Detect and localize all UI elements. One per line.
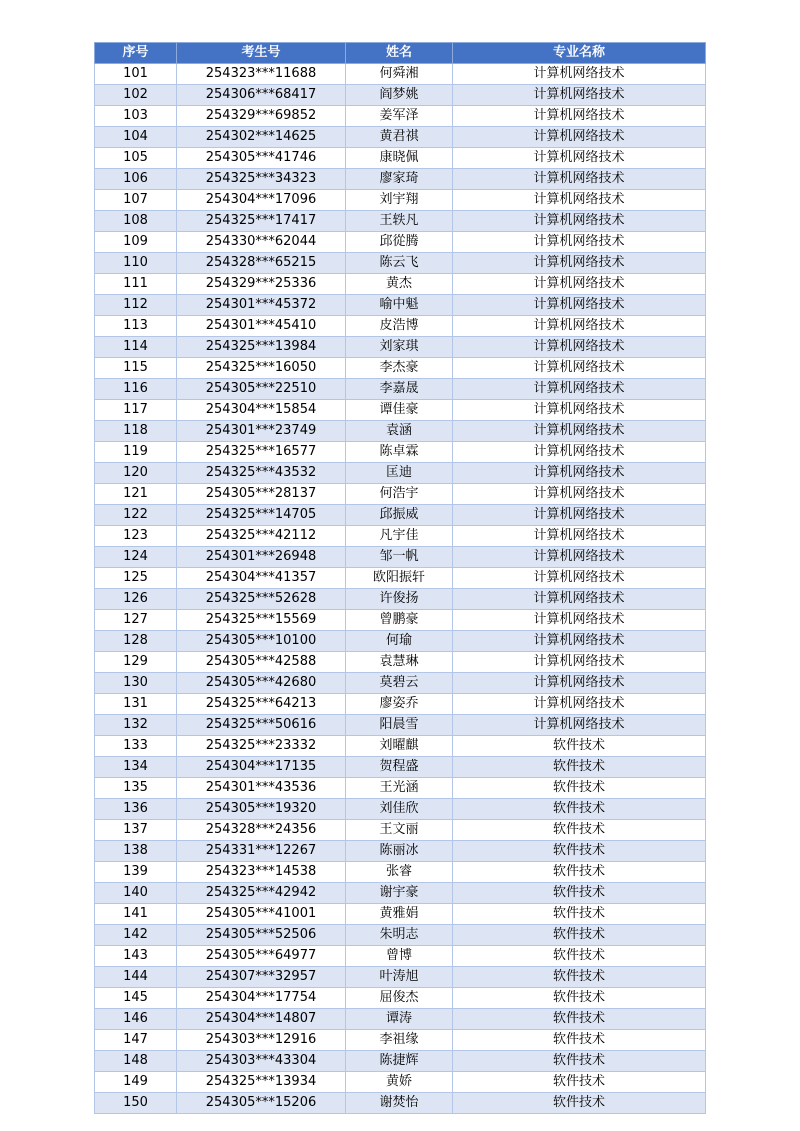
cell-index: 131 bbox=[95, 694, 177, 715]
cell-name: 刘家琪 bbox=[346, 337, 453, 358]
cell-name: 袁涵 bbox=[346, 421, 453, 442]
cell-name: 李杰豪 bbox=[346, 358, 453, 379]
table-row bbox=[95, 547, 706, 568]
cell-index: 108 bbox=[95, 211, 177, 232]
cell-name: 袁慧琳 bbox=[346, 652, 453, 673]
cell-exam-number: 254305***52506 bbox=[177, 925, 346, 946]
cell-name: 何舜湘 bbox=[346, 64, 453, 85]
cell-exam-number: 254325***42112 bbox=[177, 526, 346, 547]
cell-index: 116 bbox=[95, 379, 177, 400]
table-row bbox=[95, 568, 706, 589]
header-exam-number: 考生号 bbox=[177, 43, 346, 64]
table-row bbox=[95, 358, 706, 379]
cell-major: 计算机网络技术 bbox=[453, 484, 706, 505]
table-row bbox=[95, 148, 706, 169]
cell-exam-number: 254305***15206 bbox=[177, 1093, 346, 1114]
table-row bbox=[95, 841, 706, 862]
cell-name: 陈云飞 bbox=[346, 253, 453, 274]
cell-major: 计算机网络技术 bbox=[453, 631, 706, 652]
table-row bbox=[95, 694, 706, 715]
cell-name: 康晓佩 bbox=[346, 148, 453, 169]
cell-name: 张睿 bbox=[346, 862, 453, 883]
table-row bbox=[95, 1093, 706, 1114]
table-row bbox=[95, 757, 706, 778]
cell-exam-number: 254304***15854 bbox=[177, 400, 346, 421]
cell-exam-number: 254325***64213 bbox=[177, 694, 346, 715]
admission-list-table bbox=[94, 42, 706, 1114]
cell-index: 105 bbox=[95, 148, 177, 169]
cell-index: 103 bbox=[95, 106, 177, 127]
cell-name: 曾鹏豪 bbox=[346, 610, 453, 631]
table-row bbox=[95, 295, 706, 316]
cell-name: 廖家琦 bbox=[346, 169, 453, 190]
cell-index: 111 bbox=[95, 274, 177, 295]
table-row bbox=[95, 463, 706, 484]
cell-index: 148 bbox=[95, 1051, 177, 1072]
table-row bbox=[95, 883, 706, 904]
cell-major: 软件技术 bbox=[453, 1030, 706, 1051]
cell-index: 113 bbox=[95, 316, 177, 337]
cell-exam-number: 254303***12916 bbox=[177, 1030, 346, 1051]
cell-index: 139 bbox=[95, 862, 177, 883]
cell-major: 软件技术 bbox=[453, 946, 706, 967]
cell-index: 112 bbox=[95, 295, 177, 316]
cell-name: 黄君祺 bbox=[346, 127, 453, 148]
cell-exam-number: 254325***15569 bbox=[177, 610, 346, 631]
table-row bbox=[95, 652, 706, 673]
cell-major: 软件技术 bbox=[453, 1051, 706, 1072]
table-row bbox=[95, 190, 706, 211]
cell-index: 121 bbox=[95, 484, 177, 505]
cell-exam-number: 254305***10100 bbox=[177, 631, 346, 652]
cell-exam-number: 254305***41001 bbox=[177, 904, 346, 925]
cell-major: 计算机网络技术 bbox=[453, 169, 706, 190]
cell-index: 125 bbox=[95, 568, 177, 589]
cell-index: 146 bbox=[95, 1009, 177, 1030]
cell-name: 喻中魁 bbox=[346, 295, 453, 316]
cell-name: 莫碧云 bbox=[346, 673, 453, 694]
cell-index: 126 bbox=[95, 589, 177, 610]
cell-major: 计算机网络技术 bbox=[453, 694, 706, 715]
cell-exam-number: 254325***17417 bbox=[177, 211, 346, 232]
cell-name: 王光涵 bbox=[346, 778, 453, 799]
cell-exam-number: 254325***23332 bbox=[177, 736, 346, 757]
cell-major: 计算机网络技术 bbox=[453, 274, 706, 295]
cell-index: 118 bbox=[95, 421, 177, 442]
cell-exam-number: 254325***43532 bbox=[177, 463, 346, 484]
cell-major: 软件技术 bbox=[453, 967, 706, 988]
cell-exam-number: 254305***41746 bbox=[177, 148, 346, 169]
cell-exam-number: 254323***11688 bbox=[177, 64, 346, 85]
table-row bbox=[95, 673, 706, 694]
cell-major: 软件技术 bbox=[453, 841, 706, 862]
cell-exam-number: 254304***14807 bbox=[177, 1009, 346, 1030]
cell-exam-number: 254328***65215 bbox=[177, 253, 346, 274]
table-row bbox=[95, 904, 706, 925]
cell-major: 计算机网络技术 bbox=[453, 589, 706, 610]
cell-major: 软件技术 bbox=[453, 778, 706, 799]
cell-index: 110 bbox=[95, 253, 177, 274]
cell-major: 计算机网络技术 bbox=[453, 85, 706, 106]
cell-major: 软件技术 bbox=[453, 1093, 706, 1114]
cell-exam-number: 254329***69852 bbox=[177, 106, 346, 127]
cell-major: 计算机网络技术 bbox=[453, 190, 706, 211]
table-row bbox=[95, 484, 706, 505]
cell-exam-number: 254325***50616 bbox=[177, 715, 346, 736]
cell-name: 王轶凡 bbox=[346, 211, 453, 232]
cell-exam-number: 254325***16050 bbox=[177, 358, 346, 379]
cell-index: 127 bbox=[95, 610, 177, 631]
cell-name: 黄雅娟 bbox=[346, 904, 453, 925]
table-row bbox=[95, 421, 706, 442]
cell-name: 邱振威 bbox=[346, 505, 453, 526]
cell-index: 137 bbox=[95, 820, 177, 841]
cell-name: 匡迪 bbox=[346, 463, 453, 484]
cell-exam-number: 254305***42588 bbox=[177, 652, 346, 673]
cell-major: 计算机网络技术 bbox=[453, 526, 706, 547]
cell-major: 软件技术 bbox=[453, 883, 706, 904]
cell-index: 144 bbox=[95, 967, 177, 988]
cell-index: 142 bbox=[95, 925, 177, 946]
cell-index: 147 bbox=[95, 1030, 177, 1051]
cell-index: 130 bbox=[95, 673, 177, 694]
cell-index: 119 bbox=[95, 442, 177, 463]
cell-index: 109 bbox=[95, 232, 177, 253]
header-name: 姓名 bbox=[346, 43, 453, 64]
cell-index: 134 bbox=[95, 757, 177, 778]
cell-exam-number: 254305***28137 bbox=[177, 484, 346, 505]
cell-name: 黄娇 bbox=[346, 1072, 453, 1093]
cell-name: 阎梦姚 bbox=[346, 85, 453, 106]
cell-major: 软件技术 bbox=[453, 988, 706, 1009]
cell-major: 软件技术 bbox=[453, 757, 706, 778]
cell-name: 曾博 bbox=[346, 946, 453, 967]
cell-index: 107 bbox=[95, 190, 177, 211]
cell-exam-number: 254323***14538 bbox=[177, 862, 346, 883]
cell-exam-number: 254301***45372 bbox=[177, 295, 346, 316]
cell-major: 计算机网络技术 bbox=[453, 610, 706, 631]
cell-name: 何浩宇 bbox=[346, 484, 453, 505]
table-row bbox=[95, 337, 706, 358]
cell-name: 凡宇佳 bbox=[346, 526, 453, 547]
table-row bbox=[95, 505, 706, 526]
table-row bbox=[95, 379, 706, 400]
cell-exam-number: 254329***25336 bbox=[177, 274, 346, 295]
cell-index: 104 bbox=[95, 127, 177, 148]
table-row bbox=[95, 274, 706, 295]
table-row bbox=[95, 64, 706, 85]
cell-major: 计算机网络技术 bbox=[453, 295, 706, 316]
cell-name: 屈俊杰 bbox=[346, 988, 453, 1009]
cell-index: 135 bbox=[95, 778, 177, 799]
cell-exam-number: 254305***19320 bbox=[177, 799, 346, 820]
cell-index: 101 bbox=[95, 64, 177, 85]
cell-index: 140 bbox=[95, 883, 177, 904]
cell-major: 计算机网络技术 bbox=[453, 127, 706, 148]
table-row bbox=[95, 316, 706, 337]
table-row bbox=[95, 988, 706, 1009]
cell-index: 106 bbox=[95, 169, 177, 190]
cell-index: 115 bbox=[95, 358, 177, 379]
cell-name: 陈丽冰 bbox=[346, 841, 453, 862]
cell-index: 145 bbox=[95, 988, 177, 1009]
cell-major: 计算机网络技术 bbox=[453, 547, 706, 568]
cell-exam-number: 254302***14625 bbox=[177, 127, 346, 148]
table-row bbox=[95, 127, 706, 148]
cell-major: 计算机网络技术 bbox=[453, 211, 706, 232]
cell-exam-number: 254304***17135 bbox=[177, 757, 346, 778]
table-row bbox=[95, 442, 706, 463]
cell-index: 122 bbox=[95, 505, 177, 526]
header-index: 序号 bbox=[95, 43, 177, 64]
cell-exam-number: 254305***42680 bbox=[177, 673, 346, 694]
cell-exam-number: 254301***43536 bbox=[177, 778, 346, 799]
cell-exam-number: 254325***13934 bbox=[177, 1072, 346, 1093]
cell-exam-number: 254307***32957 bbox=[177, 967, 346, 988]
table-header-row bbox=[95, 43, 706, 64]
cell-exam-number: 254325***13984 bbox=[177, 337, 346, 358]
table-row bbox=[95, 820, 706, 841]
cell-index: 133 bbox=[95, 736, 177, 757]
cell-name: 朱明志 bbox=[346, 925, 453, 946]
cell-major: 计算机网络技术 bbox=[453, 421, 706, 442]
cell-major: 计算机网络技术 bbox=[453, 652, 706, 673]
table-row bbox=[95, 85, 706, 106]
cell-major: 软件技术 bbox=[453, 736, 706, 757]
cell-index: 102 bbox=[95, 85, 177, 106]
table-row bbox=[95, 946, 706, 967]
table-row bbox=[95, 106, 706, 127]
table-row bbox=[95, 715, 706, 736]
cell-exam-number: 254328***24356 bbox=[177, 820, 346, 841]
table-row bbox=[95, 778, 706, 799]
table-row bbox=[95, 232, 706, 253]
cell-name: 谭涛 bbox=[346, 1009, 453, 1030]
cell-name: 李祖缘 bbox=[346, 1030, 453, 1051]
table-row bbox=[95, 1009, 706, 1030]
cell-major: 计算机网络技术 bbox=[453, 568, 706, 589]
table-row bbox=[95, 862, 706, 883]
cell-name: 阳晨雪 bbox=[346, 715, 453, 736]
cell-exam-number: 254304***41357 bbox=[177, 568, 346, 589]
cell-major: 软件技术 bbox=[453, 799, 706, 820]
cell-major: 计算机网络技术 bbox=[453, 64, 706, 85]
cell-major: 计算机网络技术 bbox=[453, 358, 706, 379]
cell-name: 邱從腾 bbox=[346, 232, 453, 253]
cell-index: 150 bbox=[95, 1093, 177, 1114]
cell-major: 计算机网络技术 bbox=[453, 316, 706, 337]
cell-name: 刘佳欣 bbox=[346, 799, 453, 820]
cell-exam-number: 254325***14705 bbox=[177, 505, 346, 526]
cell-index: 120 bbox=[95, 463, 177, 484]
cell-name: 刘宇翔 bbox=[346, 190, 453, 211]
cell-name: 廖姿乔 bbox=[346, 694, 453, 715]
cell-exam-number: 254325***34323 bbox=[177, 169, 346, 190]
cell-index: 143 bbox=[95, 946, 177, 967]
cell-name: 陈捷辉 bbox=[346, 1051, 453, 1072]
cell-name: 陈卓霖 bbox=[346, 442, 453, 463]
cell-name: 邹一帆 bbox=[346, 547, 453, 568]
cell-major: 计算机网络技术 bbox=[453, 673, 706, 694]
table-row bbox=[95, 253, 706, 274]
cell-index: 128 bbox=[95, 631, 177, 652]
cell-name: 姜军泽 bbox=[346, 106, 453, 127]
table-row bbox=[95, 610, 706, 631]
cell-major: 计算机网络技术 bbox=[453, 106, 706, 127]
cell-name: 刘曜麒 bbox=[346, 736, 453, 757]
table-row bbox=[95, 1051, 706, 1072]
cell-index: 123 bbox=[95, 526, 177, 547]
cell-index: 129 bbox=[95, 652, 177, 673]
cell-major: 计算机网络技术 bbox=[453, 715, 706, 736]
cell-index: 141 bbox=[95, 904, 177, 925]
cell-major: 计算机网络技术 bbox=[453, 232, 706, 253]
table-row bbox=[95, 631, 706, 652]
cell-exam-number: 254325***52628 bbox=[177, 589, 346, 610]
cell-major: 软件技术 bbox=[453, 862, 706, 883]
cell-exam-number: 254301***26948 bbox=[177, 547, 346, 568]
cell-name: 王文丽 bbox=[346, 820, 453, 841]
cell-name: 皮浩博 bbox=[346, 316, 453, 337]
cell-name: 谢宇豪 bbox=[346, 883, 453, 904]
cell-exam-number: 254301***23749 bbox=[177, 421, 346, 442]
table-row bbox=[95, 211, 706, 232]
table-row bbox=[95, 589, 706, 610]
cell-major: 计算机网络技术 bbox=[453, 148, 706, 169]
cell-exam-number: 254325***16577 bbox=[177, 442, 346, 463]
cell-exam-number: 254301***45410 bbox=[177, 316, 346, 337]
cell-exam-number: 254330***62044 bbox=[177, 232, 346, 253]
cell-name: 谭佳豪 bbox=[346, 400, 453, 421]
cell-major: 软件技术 bbox=[453, 925, 706, 946]
table-row bbox=[95, 967, 706, 988]
cell-major: 计算机网络技术 bbox=[453, 337, 706, 358]
cell-index: 117 bbox=[95, 400, 177, 421]
cell-major: 计算机网络技术 bbox=[453, 505, 706, 526]
cell-exam-number: 254304***17754 bbox=[177, 988, 346, 1009]
header-major: 专业名称 bbox=[453, 43, 706, 64]
cell-exam-number: 254305***64977 bbox=[177, 946, 346, 967]
cell-index: 132 bbox=[95, 715, 177, 736]
cell-name: 许俊扬 bbox=[346, 589, 453, 610]
cell-name: 何瑜 bbox=[346, 631, 453, 652]
cell-major: 计算机网络技术 bbox=[453, 442, 706, 463]
cell-index: 149 bbox=[95, 1072, 177, 1093]
cell-major: 计算机网络技术 bbox=[453, 253, 706, 274]
cell-exam-number: 254331***12267 bbox=[177, 841, 346, 862]
cell-exam-number: 254325***42942 bbox=[177, 883, 346, 904]
table-row bbox=[95, 400, 706, 421]
cell-major: 软件技术 bbox=[453, 904, 706, 925]
cell-major: 计算机网络技术 bbox=[453, 400, 706, 421]
cell-index: 138 bbox=[95, 841, 177, 862]
table-row bbox=[95, 526, 706, 547]
table-row bbox=[95, 736, 706, 757]
table-row bbox=[95, 1072, 706, 1093]
cell-exam-number: 254305***22510 bbox=[177, 379, 346, 400]
cell-name: 谢焚怡 bbox=[346, 1093, 453, 1114]
cell-index: 114 bbox=[95, 337, 177, 358]
cell-name: 李嘉晟 bbox=[346, 379, 453, 400]
cell-exam-number: 254304***17096 bbox=[177, 190, 346, 211]
cell-major: 计算机网络技术 bbox=[453, 379, 706, 400]
cell-index: 136 bbox=[95, 799, 177, 820]
table-row bbox=[95, 925, 706, 946]
cell-name: 叶涛旭 bbox=[346, 967, 453, 988]
cell-name: 欧阳振轩 bbox=[346, 568, 453, 589]
cell-exam-number: 254303***43304 bbox=[177, 1051, 346, 1072]
cell-major: 软件技术 bbox=[453, 1072, 706, 1093]
cell-major: 软件技术 bbox=[453, 820, 706, 841]
cell-name: 黄杰 bbox=[346, 274, 453, 295]
table-row bbox=[95, 799, 706, 820]
table-row bbox=[95, 169, 706, 190]
cell-exam-number: 254306***68417 bbox=[177, 85, 346, 106]
table-row bbox=[95, 1030, 706, 1051]
cell-name: 贺程盛 bbox=[346, 757, 453, 778]
cell-major: 软件技术 bbox=[453, 1009, 706, 1030]
cell-index: 124 bbox=[95, 547, 177, 568]
cell-major: 计算机网络技术 bbox=[453, 463, 706, 484]
